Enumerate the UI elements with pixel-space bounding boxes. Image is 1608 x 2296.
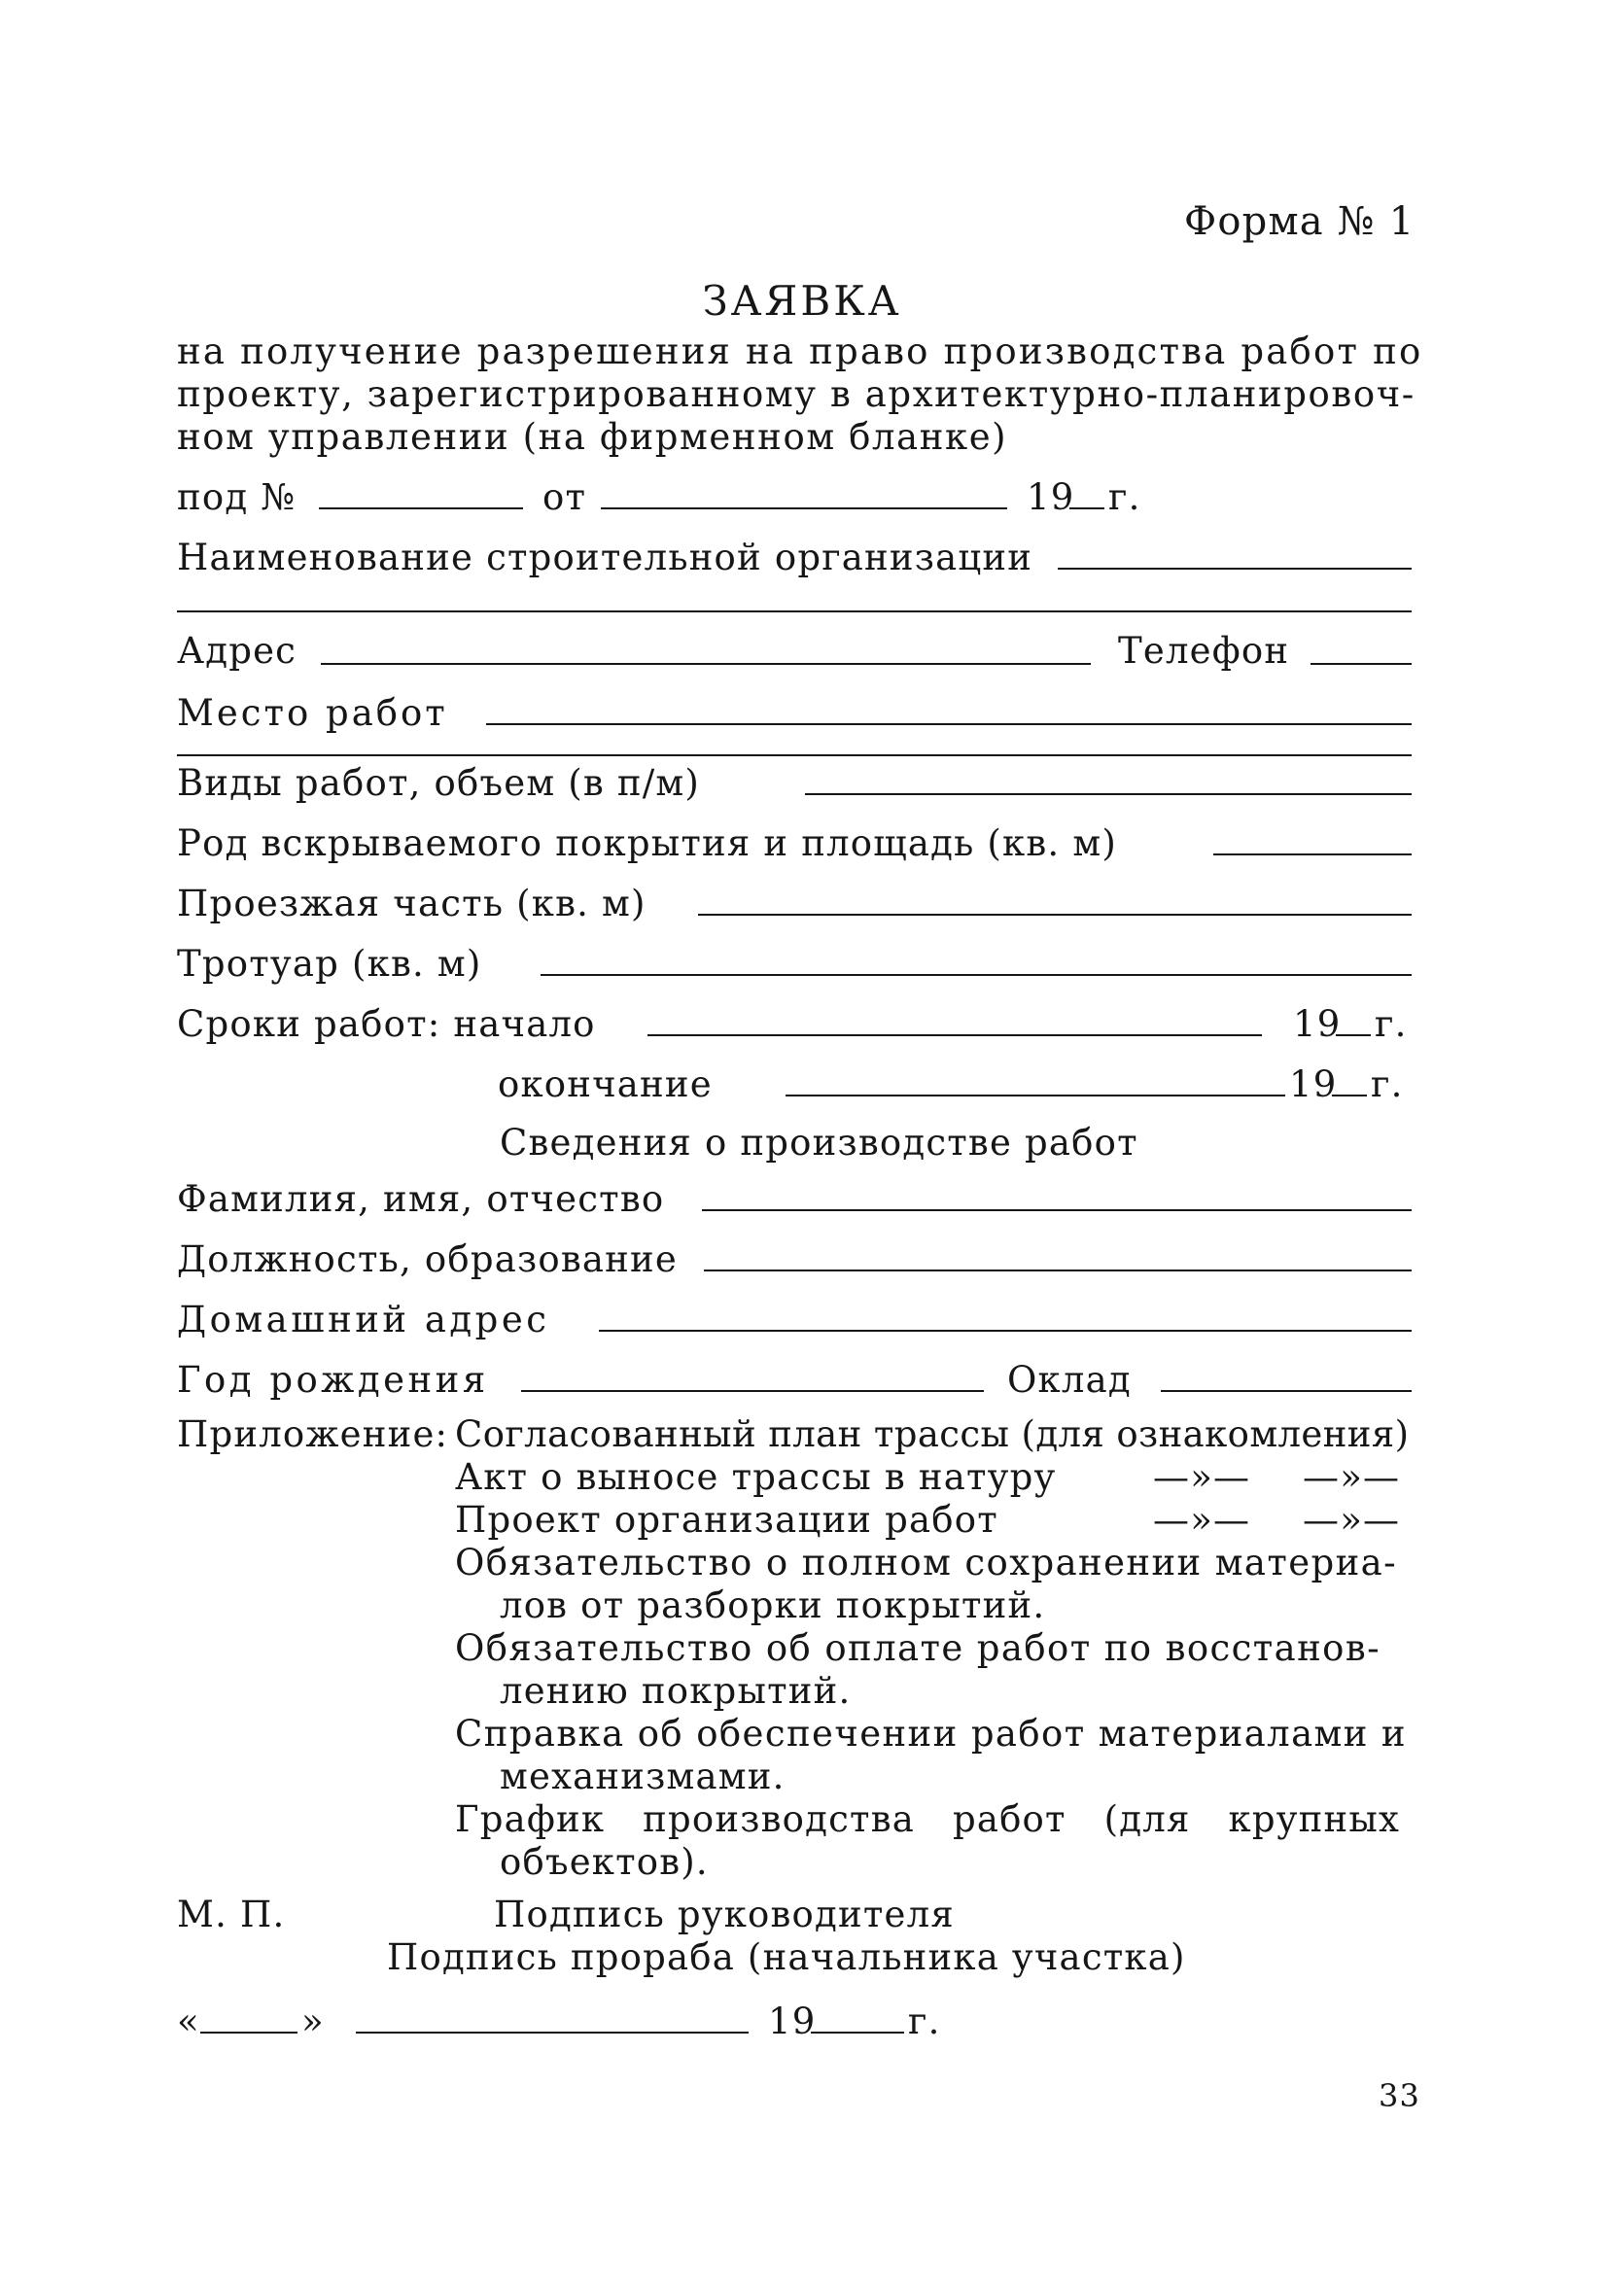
terms-start-label: Сроки работ: начало — [177, 1003, 596, 1045]
signature-head-label: Подпись руководителя — [494, 1894, 955, 1935]
section-title: Сведения о производстве работ — [500, 1122, 1138, 1164]
subtitle-line-1: на получение разрешения на право производства работ по — [177, 330, 1423, 372]
sidewalk-label: Тротуар (кв. м) — [177, 943, 482, 985]
attachment-5: лов от разборки покрытий. — [500, 1584, 1046, 1626]
work-types-label: Виды работ, объем (в п/м) — [177, 762, 701, 804]
position-line[interactable] — [704, 1270, 1412, 1271]
home-address-label: Домашний адрес — [177, 1299, 550, 1340]
attachment-2: Акт о выносе трассы в натуру — [455, 1456, 1057, 1498]
year-1-suffix: г. — [1108, 476, 1141, 518]
carriageway-line[interactable] — [698, 914, 1412, 916]
year-1-line[interactable] — [1069, 507, 1104, 509]
full-name-label: Фамилия, имя, отчество — [177, 1178, 665, 1220]
year-2: 19 — [1293, 1003, 1342, 1045]
form-title: ЗАЯВКА — [702, 277, 902, 325]
date-month-line[interactable] — [356, 2032, 749, 2034]
attachment-6: Обязательство об оплате работ по восстанов- — [455, 1627, 1381, 1669]
org-name-label: Наименование строительной организации — [177, 537, 1033, 578]
subtitle-line-3: ном управлении (на фирменном бланке) — [177, 416, 1008, 458]
org-name-line[interactable] — [1058, 568, 1412, 570]
coating-type-line[interactable] — [1213, 853, 1412, 855]
phone-line[interactable] — [1311, 663, 1412, 665]
stamp-label: М. П. — [177, 1894, 286, 1935]
sidewalk-line[interactable] — [541, 974, 1412, 976]
full-name-line[interactable] — [702, 1209, 1412, 1211]
salary-label: Оклад — [1007, 1359, 1132, 1401]
year-1: 19 — [1027, 476, 1075, 518]
org-name-line-2[interactable] — [177, 610, 1412, 612]
coating-type-label: Род вскрываемого покрытия и площадь (кв. м) — [177, 822, 1117, 864]
address-label: Адрес — [177, 630, 297, 672]
ditto-mark-2b: —»— — [1303, 1499, 1401, 1541]
home-address-line[interactable] — [599, 1330, 1412, 1332]
signature-foreman-label: Подпись прораба (начальника участка) — [387, 1936, 1186, 1978]
date-year-line[interactable] — [811, 2032, 904, 2034]
work-place-line-2[interactable] — [177, 754, 1412, 756]
year-3-line[interactable] — [1332, 1095, 1367, 1096]
work-place-line[interactable] — [486, 723, 1412, 725]
form-label: Форма № 1 — [1184, 199, 1416, 244]
subtitle-line-2: проекту, зарегистрированному в архитектурно-планировоч- — [177, 373, 1416, 415]
birth-year-line[interactable] — [521, 1390, 984, 1392]
work-place-label: Место работ — [177, 692, 448, 734]
date-open-quote: « — [177, 2000, 200, 2042]
reg-no-label: под № — [177, 476, 297, 518]
ditto-mark-2a: —»— — [1153, 1499, 1251, 1541]
birth-year-label: Год рождения — [177, 1359, 489, 1401]
attachment-7: лению покрытий. — [500, 1670, 852, 1712]
attachment-9: механизмами. — [500, 1756, 786, 1797]
year-2-suffix: г. — [1375, 1003, 1408, 1045]
year-2-line[interactable] — [1336, 1034, 1371, 1036]
terms-end-label: окончание — [498, 1063, 713, 1105]
attachment-1: Согласованный план трассы (для ознакомления) — [455, 1413, 1410, 1455]
attachment-11: объектов). — [500, 1841, 709, 1883]
reg-no-line[interactable] — [319, 507, 523, 509]
date-year: 19 — [768, 2000, 817, 2042]
attachment-3: Проект организации работ — [455, 1499, 998, 1541]
date-year-suffix: г. — [908, 2000, 941, 2042]
attachment-8: Справка об обеспечении работ материалами и — [455, 1713, 1407, 1755]
attachments-label: Приложение: — [177, 1413, 449, 1455]
year-3: 19 — [1289, 1063, 1338, 1105]
salary-line[interactable] — [1161, 1390, 1412, 1392]
attachment-4: Обязательство о полном сохранении материа- — [455, 1542, 1398, 1583]
ditto-mark-1b: —»— — [1303, 1456, 1401, 1498]
carriageway-label: Проезжая часть (кв. м) — [177, 883, 647, 924]
date-from-label: от — [542, 476, 587, 518]
date-close-quote: » — [301, 2000, 325, 2042]
work-types-line[interactable] — [805, 793, 1412, 795]
terms-start-line[interactable] — [647, 1034, 1262, 1036]
ditto-mark-1a: —»— — [1153, 1456, 1251, 1498]
position-label: Должность, образование — [177, 1238, 678, 1280]
phone-label: Телефон — [1118, 630, 1290, 672]
terms-end-line[interactable] — [786, 1095, 1285, 1096]
year-3-suffix: г. — [1371, 1063, 1404, 1105]
date-day-line[interactable] — [200, 2032, 297, 2034]
attachment-10: График производства работ (для крупных — [455, 1798, 1401, 1840]
date-from-line[interactable] — [601, 507, 1007, 509]
address-line[interactable] — [321, 663, 1091, 665]
page-number: 33 — [1379, 2077, 1421, 2114]
